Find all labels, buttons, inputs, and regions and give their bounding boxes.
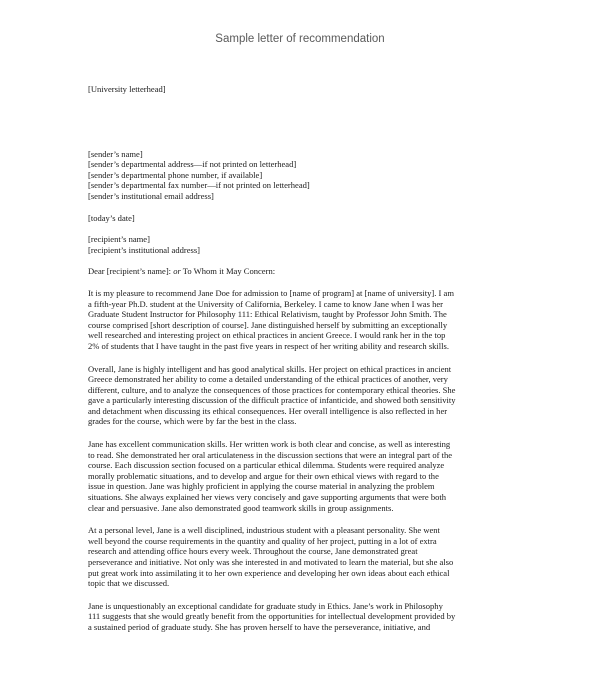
- paragraph-line: research and attending office hours every week. Throughout the course, Jane demonstrated great: [88, 546, 418, 557]
- paragraph-line: different, culture, and to analyze the consequences of those practices for contemporary ethical theories. She: [88, 384, 456, 395]
- recipient-name-line: [recipient’s name]: [88, 234, 150, 245]
- paragraph-line: course comprised [short description of course]. Jane distinguished herself by submitting an exceptionally: [88, 319, 448, 330]
- paragraph-intelligence: [88, 364, 518, 428]
- paragraph-line: 2% of students that I have taught in the past five years in respect of her writing ability and research skills.: [88, 340, 450, 351]
- salutation-line: [88, 266, 518, 277]
- recipient-address-line: [recipient’s institutional address]: [88, 244, 201, 255]
- paragraph-line: and detachment when discussing its ethical consequences. Her overall intelligence is also reflected in her: [88, 405, 448, 416]
- sender-email-line: [sender’s institutional email address]: [88, 190, 214, 201]
- paragraph-line: At a personal level, Jane is a well disciplined, industrious student with a pleasant personality. She went: [88, 525, 440, 536]
- salutation: [88, 266, 518, 277]
- salutation-suffix: To Whom it May Concern:: [180, 266, 276, 277]
- paragraph-conclusion: [88, 601, 518, 633]
- recipient-block: [88, 234, 518, 255]
- letterhead-line: [University letterhead]: [88, 84, 166, 94]
- salutation-prefix: Dear [recipient’s name]:: [88, 266, 174, 277]
- paragraph-line: put great work into assimilating it to her own experience and developing her own ideas about each ethical: [88, 567, 450, 578]
- sender-name-line: [sender’s name]: [88, 148, 143, 159]
- paragraph-line: grades for the course, which were by far the best in the class.: [88, 416, 297, 427]
- paragraph-line: Jane is unquestionably an exceptional candidate for graduate study in Ethics. Jane’s work in Philosophy: [88, 600, 443, 611]
- salutation-or: or: [173, 266, 181, 277]
- paragraph-line: 111 suggests that she would greatly benefit from the opportunities for intellectual development provided by: [88, 611, 456, 622]
- paragraph-line: topic that we discussed.: [88, 578, 170, 589]
- paragraph-communication: [88, 439, 518, 513]
- paragraph-line: course. Each discussion section focused on a particular ethical dilemma. Students were required analyze: [88, 460, 445, 471]
- page-title: Sample letter of recommendation: [215, 33, 385, 45]
- paragraph-line: situations. She always explained her views very concisely and gave supporting arguments that were both: [88, 492, 447, 503]
- letter-body: [88, 84, 518, 633]
- paragraph-line: perseverance and initiative. Not only was she interested in and motivated to learn the material, but she also: [88, 557, 454, 567]
- paragraph-line: Graduate Student Instructor for Philosophy 111: Ethical Relativism, taught by Professor John Smith. The: [88, 309, 447, 320]
- paragraph-line: a fifth-year Ph.D. student at the University of California, Berkeley. I came to know Jane when I was her: [88, 298, 443, 309]
- paragraph-line: well beyond the course requirements in the quantity and quality of her project, putting in a lot of extra: [88, 535, 437, 546]
- paragraph-line: It is my pleasure to recommend Jane Doe for admission to [name of program] at [name of university]. I am: [88, 287, 454, 298]
- paragraph-line: morally problematic situations, and to develop and argue for their own ethical views with regard to the: [88, 470, 439, 481]
- paragraph-line: issue in question. Jane was highly proficient in applying the course material in analyzing the problem: [88, 481, 435, 492]
- sender-block: [88, 149, 518, 202]
- date-line: [today’s date]: [88, 212, 135, 223]
- sender-phone-line: [sender’s departmental phone number, if available]: [88, 169, 263, 180]
- paragraph-line: well researched and interesting project on ethical practices in ancient Greece. I would rank her in the top: [88, 330, 446, 341]
- paragraph-personal: [88, 525, 518, 589]
- paragraph-line: to read. She demonstrated her oral articulateness in the discussion sections that were an integral part of the: [88, 449, 453, 460]
- paragraph-line: Overall, Jane is highly intelligent and has good analytical skills. Her project on ethical practices in ancient: [88, 363, 452, 374]
- letterhead-placeholder: [88, 84, 518, 95]
- paragraph-line: clear and persuasive. Jane also demonstrated good teamwork skills in group assignments.: [88, 502, 394, 513]
- date-block: [88, 213, 518, 224]
- paragraph-introduction: [88, 288, 518, 352]
- sender-fax-line: [sender’s departmental fax number—if not printed on letterhead]: [88, 180, 310, 191]
- sender-address-line: [sender’s departmental address—if not printed on letterhead]: [88, 159, 297, 170]
- paragraph-line: a sustained period of graduate study. She has proven herself to have the perseverance, initiative, and: [88, 621, 431, 632]
- paragraph-line: gave a particularly interesting discussion of the difficult practice of infanticide, and showed both sensitivity: [88, 395, 456, 406]
- paragraph-line: Jane has excellent communication skills. Her written work is both clear and concise, as well as interesting: [88, 439, 451, 450]
- paragraph-line: Greece demonstrated her ability to come a detailed understanding of the ethical practices of another, very: [88, 374, 448, 385]
